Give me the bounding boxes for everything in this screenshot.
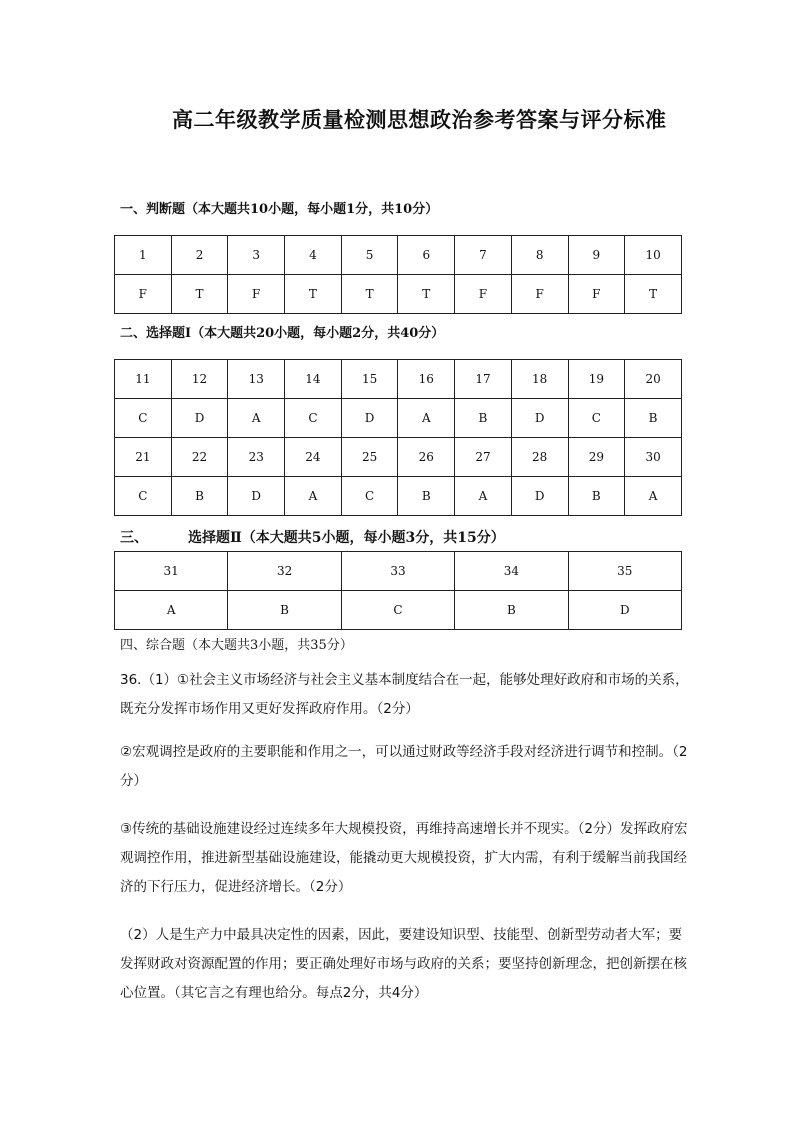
answer-cell: D bbox=[568, 591, 681, 630]
answer-cell: F bbox=[115, 275, 172, 314]
section4-heading: 四、综合题（本大题共3小题，共35分） bbox=[120, 638, 353, 653]
question-number: 14 bbox=[285, 360, 342, 399]
answer-cell: A bbox=[285, 477, 342, 516]
answer-cell: B bbox=[455, 399, 512, 438]
question-number: 7 bbox=[455, 236, 512, 275]
answer-paragraph-36-2: ②宏观调控是政府的主要职能和作用之一，可以通过财政等经济手段对经济进行调节和控制。（2分） bbox=[120, 744, 688, 789]
table-row-answers bbox=[115, 275, 682, 314]
answer-cell: B bbox=[568, 477, 625, 516]
answer-cell: F bbox=[455, 275, 512, 314]
question-number: 6 bbox=[398, 236, 455, 275]
table-row-numbers bbox=[115, 236, 682, 275]
answer-cell: C bbox=[341, 477, 398, 516]
question-number: 16 bbox=[398, 360, 455, 399]
question-number: 5 bbox=[341, 236, 398, 275]
table-row-numbers bbox=[115, 552, 682, 591]
question-number: 28 bbox=[511, 438, 568, 477]
question-number: 21 bbox=[115, 438, 172, 477]
table-row-numbers bbox=[115, 360, 682, 399]
answer-cell: A bbox=[625, 477, 682, 516]
question-number: 17 bbox=[455, 360, 512, 399]
section3-answer-table bbox=[114, 551, 682, 630]
answer-cell: B bbox=[171, 477, 228, 516]
section1-heading: 一、判断题（本大题共10小题，每小题1分，共10分） bbox=[120, 202, 439, 217]
question-number: 9 bbox=[568, 236, 625, 275]
page-title: 高二年级教学质量检测思想政治参考答案与评分标准 bbox=[172, 107, 667, 132]
answer-cell: D bbox=[511, 477, 568, 516]
question-number: 31 bbox=[115, 552, 228, 591]
answer-cell: D bbox=[341, 399, 398, 438]
question-number: 32 bbox=[228, 552, 341, 591]
answer-cell: T bbox=[398, 275, 455, 314]
question-number: 24 bbox=[285, 438, 342, 477]
question-number: 13 bbox=[228, 360, 285, 399]
answer-cell: F bbox=[511, 275, 568, 314]
table-row-numbers bbox=[115, 438, 682, 477]
answer-cell: D bbox=[171, 399, 228, 438]
question-number: 30 bbox=[625, 438, 682, 477]
question-number: 15 bbox=[341, 360, 398, 399]
answer-paragraph-36-3: ③传统的基础设施建设经过连续多年大规模投资，再维持高速增长并不现实。（2分）发挥政府宏观调控作用，推进新型基础设施建设，能撬动更大规模投资，扩大内需，有利于缓解当前我国经济的下行压力，促进经济增长。（2分） bbox=[120, 821, 688, 895]
question-number: 20 bbox=[625, 360, 682, 399]
question-number: 8 bbox=[511, 236, 568, 275]
answer-cell: B bbox=[625, 399, 682, 438]
answer-cell: B bbox=[455, 591, 568, 630]
question-number: 3 bbox=[228, 236, 285, 275]
question-number: 11 bbox=[115, 360, 172, 399]
answer-cell: D bbox=[228, 477, 285, 516]
question-number: 1 bbox=[115, 236, 172, 275]
answer-cell: C bbox=[341, 591, 454, 630]
answer-cell: T bbox=[341, 275, 398, 314]
answer-cell: C bbox=[115, 477, 172, 516]
answer-cell: B bbox=[398, 477, 455, 516]
answer-cell: A bbox=[398, 399, 455, 438]
section3-label: 三、 bbox=[120, 530, 148, 546]
answer-cell: T bbox=[171, 275, 228, 314]
table-row-answers bbox=[115, 591, 682, 630]
section3-heading-text: 选择题Ⅱ（本大题共5小题，每小题3分，共15分） bbox=[188, 530, 505, 546]
section1-answer-table bbox=[114, 235, 682, 314]
table-row-answers bbox=[115, 399, 682, 438]
table-row-answers bbox=[115, 477, 682, 516]
question-number: 34 bbox=[455, 552, 568, 591]
question-number: 4 bbox=[285, 236, 342, 275]
question-number: 23 bbox=[228, 438, 285, 477]
answer-cell: F bbox=[568, 275, 625, 314]
answer-cell: A bbox=[115, 591, 228, 630]
question-number: 12 bbox=[171, 360, 228, 399]
question-number: 33 bbox=[341, 552, 454, 591]
answer-cell: T bbox=[625, 275, 682, 314]
question-number: 18 bbox=[511, 360, 568, 399]
question-number: 19 bbox=[568, 360, 625, 399]
answer-cell: C bbox=[285, 399, 342, 438]
answer-cell: C bbox=[568, 399, 625, 438]
section2-answer-table bbox=[114, 359, 682, 516]
section2-heading: 二、选择题Ⅰ（本大题共20小题，每小题2分，共40分） bbox=[120, 326, 445, 341]
answer-paragraph-36-part2: （2）人是生产力中最具决定性的因素，因此，要建设知识型、技能型、创新型劳动者大军；要发挥财政对资源配置的作用；要正确处理好市场与政府的关系；要坚持创新理念，把创新摆在核心位置。（其它言之有理也给分。每点2分，共4分） bbox=[120, 927, 687, 1001]
answer-cell: T bbox=[285, 275, 342, 314]
question-number: 27 bbox=[455, 438, 512, 477]
question-number: 25 bbox=[341, 438, 398, 477]
answer-paragraph-36-1: 36.（1）①社会主义市场经济与社会主义基本制度结合在一起，能够处理好政府和市场的关系，既充分发挥市场作用又更好发挥政府作用。（2分） bbox=[120, 672, 689, 717]
question-number: 26 bbox=[398, 438, 455, 477]
question-number: 35 bbox=[568, 552, 681, 591]
answer-cell: C bbox=[115, 399, 172, 438]
question-number: 29 bbox=[568, 438, 625, 477]
answer-cell: A bbox=[455, 477, 512, 516]
answer-cell: B bbox=[228, 591, 341, 630]
answer-cell: F bbox=[228, 275, 285, 314]
question-number: 2 bbox=[171, 236, 228, 275]
question-number: 22 bbox=[171, 438, 228, 477]
section3-heading bbox=[120, 527, 505, 547]
answer-cell: D bbox=[511, 399, 568, 438]
question-number: 10 bbox=[625, 236, 682, 275]
answer-cell: A bbox=[228, 399, 285, 438]
